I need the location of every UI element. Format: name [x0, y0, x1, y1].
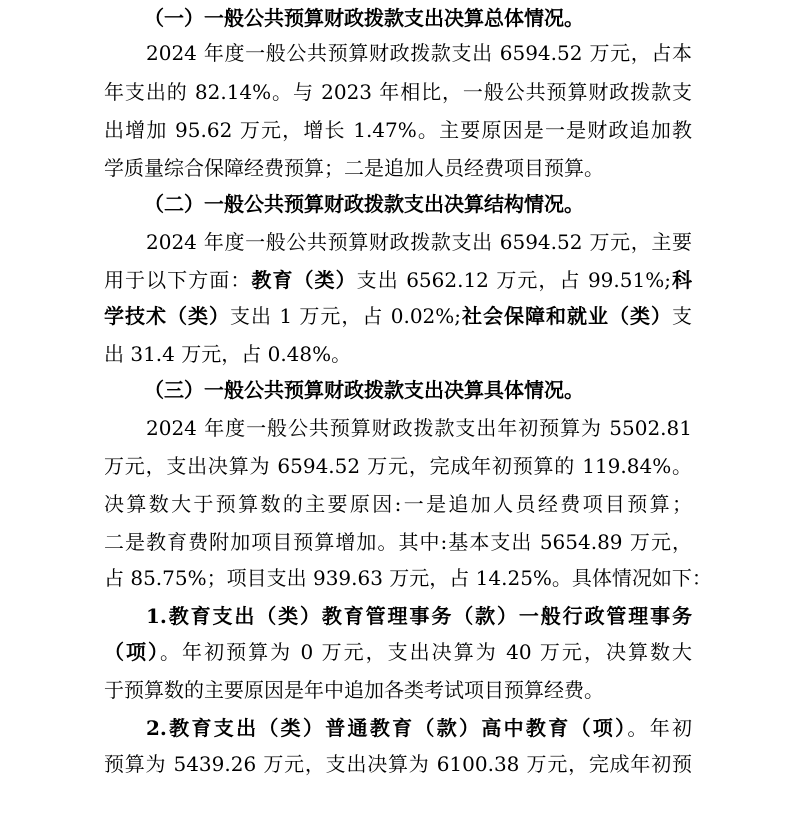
- paragraph-line: [104, 262, 692, 298]
- paragraph-line: [104, 634, 692, 670]
- paragraph-line: 万元，支出决算为 6594.52 万元，完成年初预算的 119.84%。: [104, 454, 692, 478]
- category-label-social-security: 社会保障和就业（类）: [461, 304, 672, 328]
- item-heading-1: 1.教育支出（类）教育管理事务（款）一般行政管理事务: [146, 604, 692, 628]
- item-subhead: （项）: [104, 640, 161, 664]
- paragraph-line: 年支出的 82.14%。与 2023 年相比，一般公共预算财政拨款支: [104, 80, 692, 104]
- section-heading-1: （一）一般公共预算财政拨款支出决算总体情况。: [144, 6, 584, 30]
- paragraph-line: 出增加 95.62 万元，增长 1.47%。主要原因是一是财政追加教: [104, 118, 692, 142]
- text-run: 。年初: [627, 716, 692, 740]
- text-run: 支出 6562.12 万元，占 99.51%;: [356, 268, 671, 292]
- paragraph-line: 于预算数的主要原因是年中追加各类考试项目预算经费。: [104, 678, 604, 702]
- paragraph-line: [104, 298, 692, 334]
- paragraph-line: 二是教育费附加项目预算增加。其中:基本支出 5654.89 万元，: [104, 530, 692, 554]
- paragraph-line: 2024 年度一般公共预算财政拨款支出 6594.52 万元，主要: [146, 230, 692, 254]
- paragraph-line: 2024 年度一般公共预算财政拨款支出 6594.52 万元，占本: [146, 41, 692, 65]
- item-heading-2: 2.教育支出（类）普通教育（款）高中教育（项）: [146, 716, 628, 740]
- text-run: 用于以下方面：: [104, 268, 252, 292]
- section-heading-2: （二）一般公共预算财政拨款支出决算结构情况。: [144, 192, 584, 216]
- section-heading-3: （三）一般公共预算财政拨款支出决算具体情况。: [144, 378, 584, 402]
- text-run: 。年初预算为 0 万元，支出决算为 40 万元，决算数大: [160, 640, 692, 664]
- paragraph-line: [146, 710, 692, 746]
- category-label-science-start: 科: [670, 268, 693, 292]
- paragraph-line: 2024 年度一般公共预算财政拨款支出年初预算为 5502.81: [146, 416, 692, 440]
- paragraph-line: 学质量综合保障经费预算；二是追加人员经费项目预算。: [104, 156, 604, 180]
- category-label-education: 教育（类）: [251, 268, 357, 292]
- text-run: 支: [672, 304, 692, 328]
- paragraph-line: 占 85.75%；项目支出 939.63 万元，占 14.25%。具体情况如下：: [104, 566, 712, 590]
- text-run: 支出 1 万元，占 0.02%;: [229, 304, 462, 328]
- category-label-science: 学技术（类）: [104, 304, 230, 328]
- paragraph-line: 出 31.4 万元，占 0.48%。: [104, 342, 352, 366]
- paragraph-line: 预算为 5439.26 万元，支出决算为 6100.38 万元，完成年初预: [104, 752, 692, 776]
- paragraph-line: 决算数大于预算数的主要原因:一是追加人员经费项目预算；: [104, 492, 692, 516]
